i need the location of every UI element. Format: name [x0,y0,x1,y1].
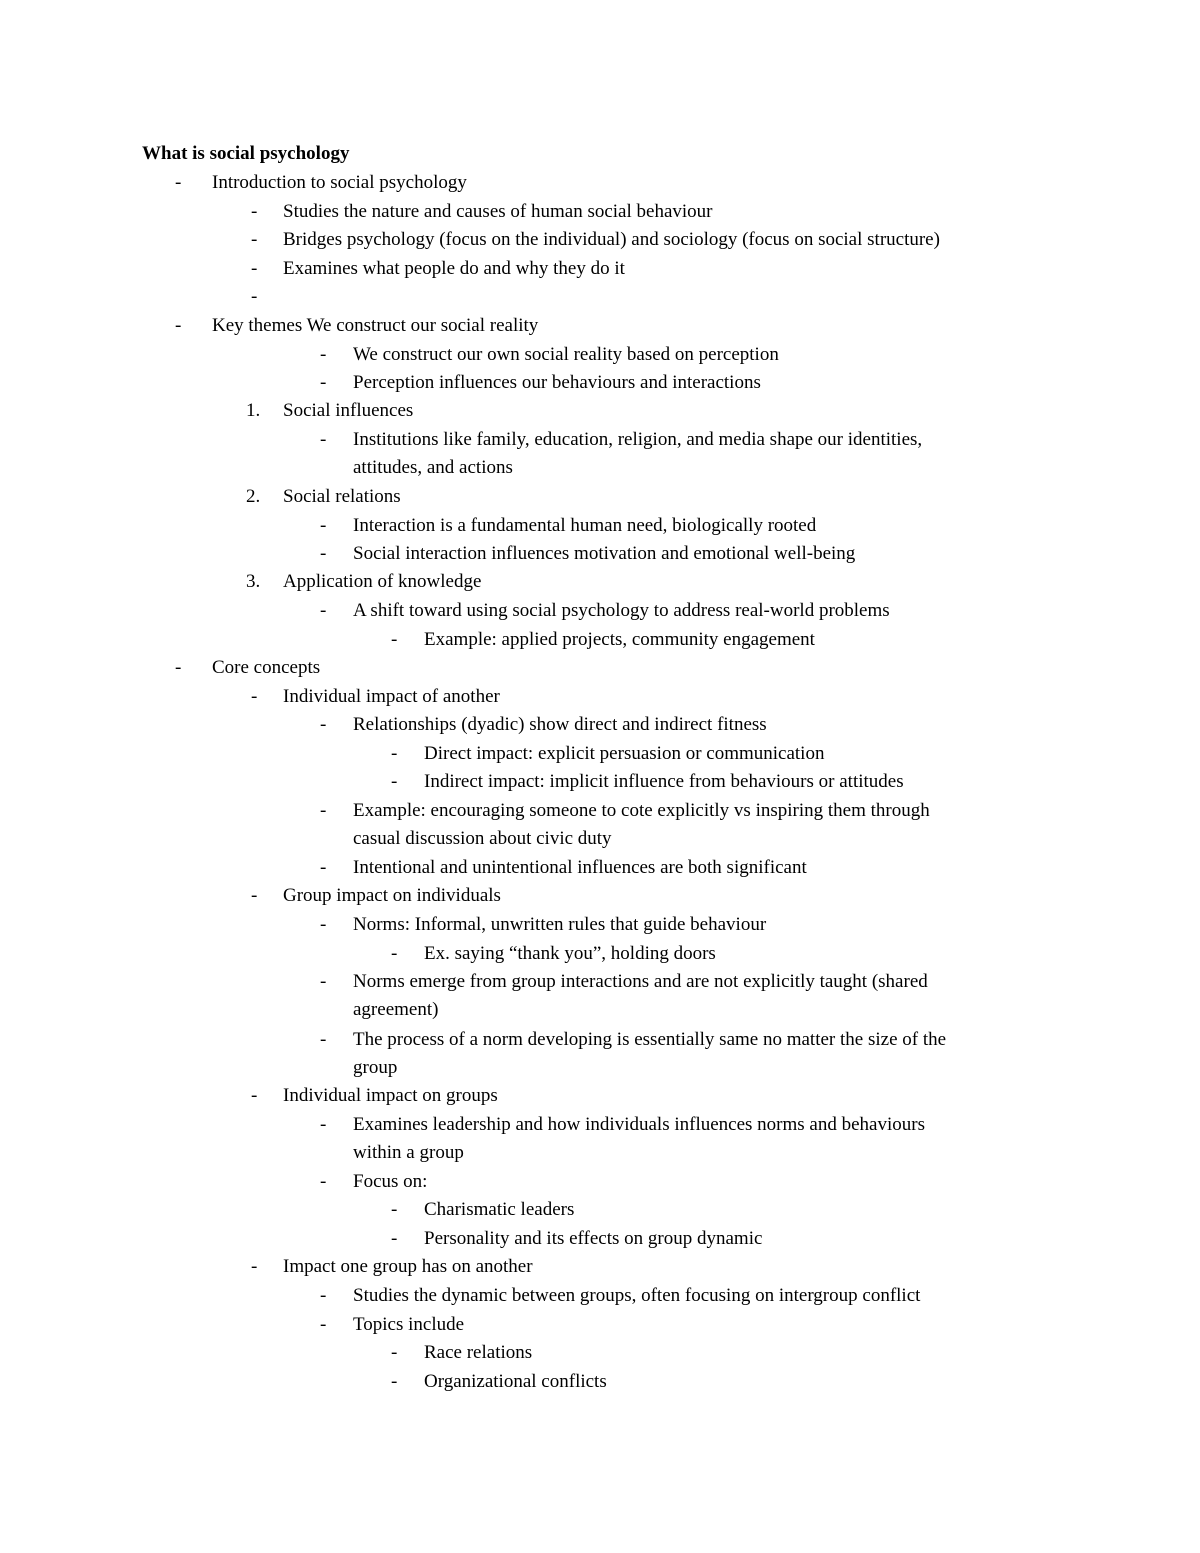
list-item-text: Social influences [283,400,414,421]
list-bullet: - [320,372,327,393]
list-bullet: - [320,429,327,450]
list-item [0,714,1200,743]
list-number: 1. [246,400,261,421]
list-bullet: - [391,743,398,764]
list-bullet: - [251,229,258,250]
list-bullet: - [320,600,327,621]
list-item [0,429,1200,458]
list-bullet: - [320,515,327,536]
list-item [0,1171,1200,1200]
list-item [0,1371,1200,1400]
list-item [0,1342,1200,1371]
list-item-text: Topics include [353,1314,465,1335]
list-bullet: - [320,344,327,365]
list-item-text: Charismatic leaders [424,1199,575,1220]
list-item-text: Institutions like family, education, religion, and media shape our identities, [353,429,923,450]
list-bullet: - [320,543,327,564]
list-item-text: Direct impact: explicit persuasion or communication [424,743,825,764]
document-title: What is social psychology [142,143,350,164]
list-bullet: - [320,714,327,735]
list-item [0,1085,1200,1114]
list-bullet: - [391,943,398,964]
list-item [0,315,1200,344]
list-bullet: - [251,686,258,707]
list-bullet: - [391,1342,398,1363]
list-bullet: - [320,971,327,992]
list-item-text: Norms emerge from group interactions and are not explicitly taught (shared [353,971,928,992]
list-item-text: Relationships (dyadic) show direct and indirect fitness [353,714,767,735]
list-item [0,1314,1200,1343]
list-item-text: Focus on: [353,1171,428,1192]
list-item-text: group [353,1057,398,1078]
list-item-text: Perception influences our behaviours and interactions [353,372,761,393]
list-item-text: casual discussion about civic duty [353,828,612,849]
list-item [0,771,1200,800]
list-item [0,571,1200,600]
list-bullet: - [391,629,398,650]
list-item [0,258,1200,287]
list-item [0,914,1200,943]
list-item [0,515,1200,544]
list-bullet: - [175,172,182,193]
list-item [0,743,1200,772]
list-item [0,286,1200,315]
list-item [0,885,1200,914]
list-bullet: - [251,258,258,279]
list-item [0,1199,1200,1228]
list-item [0,629,1200,658]
list-item [0,1114,1200,1143]
list-bullet: - [175,315,182,336]
list-item-text: A shift toward using social psychology to address real-world problems [353,600,890,621]
list-item-text: Example: encouraging someone to cote explicitly vs inspiring them through [353,800,930,821]
list-item [0,999,1200,1028]
list-item [0,857,1200,886]
list-bullet: - [320,857,327,878]
list-item [0,543,1200,572]
list-bullet: - [320,1285,327,1306]
list-item-text: Key themes We construct our social reality [212,315,539,336]
list-bullet: - [391,771,398,792]
list-item-text: Individual impact of another [283,686,500,707]
list-bullet: - [320,800,327,821]
list-item-text: Organizational conflicts [424,1371,607,1392]
list-item [0,229,1200,258]
list-item [0,657,1200,686]
list-item-text: Introduction to social psychology [212,172,467,193]
list-item-text: Personality and its effects on group dynamic [424,1228,763,1249]
list-number: 2. [246,486,261,507]
list-bullet: - [320,914,327,935]
list-item-text: Studies the dynamic between groups, often focusing on intergroup conflict [353,1285,921,1306]
list-item-text: Examines what people do and why they do it [283,258,625,279]
list-item-text: Example: applied projects, community engagement [424,629,815,650]
list-item [0,800,1200,829]
list-item [0,686,1200,715]
list-item-text: Race relations [424,1342,533,1363]
list-item [0,372,1200,401]
list-bullet: - [251,286,258,307]
list-item [0,1285,1200,1314]
list-item [0,1057,1200,1086]
list-item [0,1256,1200,1285]
list-item [0,400,1200,429]
list-item [0,1142,1200,1171]
list-item-text: Individual impact on groups [283,1085,498,1106]
list-item [0,828,1200,857]
list-bullet: - [391,1371,398,1392]
list-bullet: - [251,201,258,222]
list-item-text: Ex. saying “thank you”, holding doors [424,943,716,964]
list-bullet: - [251,1256,258,1277]
list-item-text: Impact one group has on another [283,1256,533,1277]
list-item-text: agreement) [353,999,439,1020]
list-bullet: - [251,1085,258,1106]
list-item-text: Bridges psychology (focus on the individual) and sociology (focus on social structure) [283,229,940,250]
list-bullet: - [391,1199,398,1220]
list-item-text: within a group [353,1142,464,1163]
list-bullet: - [391,1228,398,1249]
list-item-text: Interaction is a fundamental human need, biologically rooted [353,515,817,536]
list-bullet: - [320,1314,327,1335]
list-item-text: The process of a norm developing is essentially same no matter the size of the [353,1029,947,1050]
list-item [0,943,1200,972]
list-number: 3. [246,571,261,592]
list-bullet: - [320,1029,327,1050]
list-item-text: Group impact on individuals [283,885,501,906]
list-item-text: Core concepts [212,657,321,678]
list-item [0,172,1200,201]
list-item [0,1228,1200,1257]
list-item [0,1029,1200,1058]
list-bullet: - [320,1171,327,1192]
list-item [0,486,1200,515]
list-item-text: Intentional and unintentional influences are both significant [353,857,807,878]
list-bullet: - [320,1114,327,1135]
list-item-text: Examines leadership and how individuals influences norms and behaviours [353,1114,925,1135]
list-bullet: - [251,885,258,906]
list-item [0,344,1200,373]
list-item-text: Social relations [283,486,401,507]
list-item [0,971,1200,1000]
list-item-text: Studies the nature and causes of human social behaviour [283,201,713,222]
list-bullet: - [175,657,182,678]
list-item [0,201,1200,230]
list-item-text: Application of knowledge [283,571,482,592]
list-item-text: attitudes, and actions [353,457,513,478]
list-item [0,457,1200,486]
list-item [0,600,1200,629]
list-item-text: Social interaction influences motivation and emotional well-being [353,543,856,564]
list-item-text: We construct our own social reality based on perception [353,344,779,365]
list-item-text: Norms: Informal, unwritten rules that guide behaviour [353,914,767,935]
list-item-text: Indirect impact: implicit influence from behaviours or attitudes [424,771,904,792]
